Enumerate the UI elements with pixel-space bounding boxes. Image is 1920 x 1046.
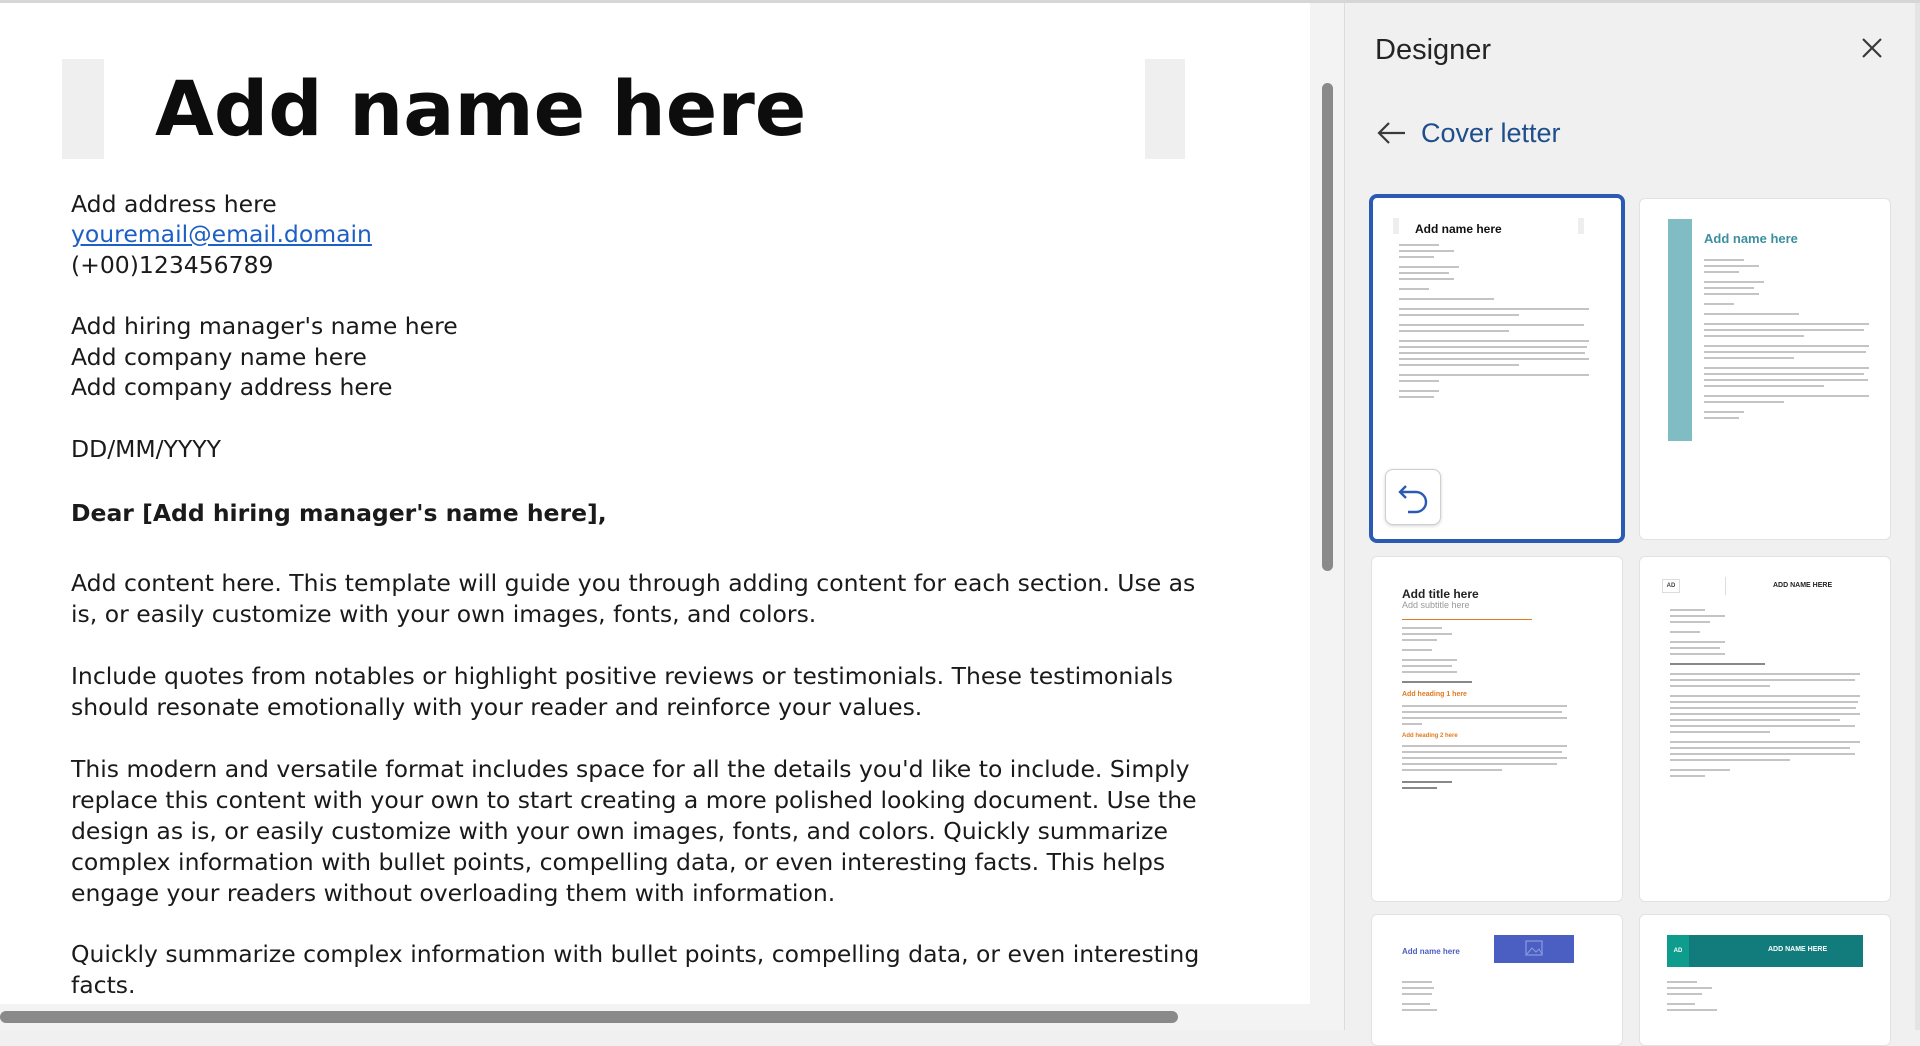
paragraph-1[interactable] [71, 568, 1196, 630]
template-thumbnail-1[interactable] [1369, 194, 1625, 543]
paragraph-1-line-2: is, or easily customize with your own images, fonts, and colors. [71, 600, 817, 628]
thumb-heading-2: Add heading 2 here [1402, 733, 1458, 739]
template-thumbnail-6[interactable] [1639, 914, 1891, 1046]
address-line[interactable]: Add address here [71, 190, 277, 218]
close-icon [1855, 31, 1889, 65]
thumb-accent-block [1578, 218, 1584, 234]
thumb-divider [1725, 577, 1726, 595]
hiring-manager-line[interactable]: Add hiring manager's name here [71, 312, 458, 340]
designer-title: Designer [1375, 34, 1492, 66]
thumb-text-lines [1704, 259, 1869, 423]
thumb-title: Add name here [1704, 231, 1798, 246]
thumb-image-placeholder [1494, 935, 1574, 963]
paragraph-3-line-4: complex information with bullet points, compelling data, or even interesting facts. This helps [71, 848, 1166, 876]
paragraph-3-line-1: This modern and versatile format includes space for all the details you'd like to include. Simply [71, 755, 1190, 783]
thumb-initials: AD [1667, 935, 1689, 967]
thumb-text-lines [1670, 609, 1860, 781]
image-icon [1494, 935, 1574, 963]
template-thumbnail-4[interactable] [1639, 556, 1891, 902]
template-thumbnail-2[interactable] [1639, 198, 1891, 540]
designer-pane [1344, 3, 1920, 1030]
thumb-text-lines-bottom [1402, 745, 1572, 793]
email-link[interactable]: youremail@email.domain [71, 220, 372, 248]
thumb-title: ADD NAME HERE [1768, 946, 1828, 953]
phone-line[interactable]: (+00)123456789 [71, 251, 274, 279]
undo-button[interactable] [1385, 469, 1441, 525]
back-label: Cover letter [1421, 117, 1561, 148]
salutation-line[interactable]: Dear [Add hiring manager's name here], [71, 499, 607, 527]
paragraph-3-line-5: engage your readers without overloading them with information. [71, 879, 836, 907]
company-address-line[interactable]: Add company address here [71, 373, 393, 401]
thumb-text-lines [1667, 981, 1837, 1015]
paragraph-2-line-2: should resonate emotionally with your reader and reinforce your values. [71, 693, 923, 721]
horizontal-scrollbar-thumb[interactable] [0, 1011, 1178, 1023]
name-header-right-block [1145, 59, 1185, 159]
paragraph-2-line-1: Include quotes from notables or highlight positive reviews or testimonials. These testimonials [71, 662, 1173, 690]
thumb-initials: AD [1662, 579, 1680, 593]
thumb-header-bar [1667, 935, 1863, 967]
date-line[interactable]: DD/MM/YYYY [71, 435, 221, 463]
thumb-title: Add name here [1415, 222, 1502, 236]
thumb-text-lines-top [1402, 627, 1572, 687]
close-button[interactable] [1855, 31, 1889, 65]
thumb-heading-1: Add heading 1 here [1402, 691, 1467, 698]
thumb-rule [1402, 619, 1532, 620]
template-thumbnail-3[interactable] [1371, 556, 1623, 902]
paragraph-2[interactable] [71, 661, 1191, 723]
document-canvas[interactable] [0, 3, 1310, 1030]
company-name-line[interactable]: Add company name here [71, 343, 367, 371]
back-to-cover-letter-button[interactable] [1375, 113, 1561, 153]
thumb-accent-bar [1668, 219, 1692, 441]
thumb-text-lines-mid [1402, 705, 1572, 729]
thumb-accent-block [1393, 218, 1399, 234]
thumb-text-lines [1399, 244, 1589, 402]
window-edge [1915, 3, 1920, 1030]
paragraph-4-line-1: Quickly summarize complex information with bullet points, compelling data, or even interesting [71, 940, 1200, 968]
vertical-scrollbar-thumb[interactable] [1322, 83, 1333, 571]
arrow-left-icon [1375, 118, 1409, 148]
paragraph-4-line-2: facts. [71, 971, 136, 999]
thumb-title: Add name here [1402, 947, 1460, 956]
thumb-subtitle: Add subtitle here [1402, 600, 1470, 610]
paragraph-3[interactable] [71, 754, 1197, 909]
undo-icon [1386, 470, 1440, 524]
document-name-heading[interactable]: Add name here [155, 64, 807, 153]
paragraph-4[interactable] [71, 939, 1200, 1001]
paragraph-3-line-2: replace this content with your own to start creating a more polished looking document. Use the [71, 786, 1197, 814]
name-header-left-block [62, 59, 104, 159]
template-thumbnail-5[interactable] [1371, 914, 1623, 1046]
paragraph-3-line-3: design as is, or easily customize with your own images, fonts, and colors. Quickly summarize [71, 817, 1168, 845]
thumb-title: Add title here [1402, 587, 1479, 601]
thumb-title: ADD NAME HERE [1773, 582, 1833, 589]
thumb-text-lines [1402, 981, 1572, 1015]
paragraph-1-line-1: Add content here. This template will guide you through adding content for each section. Use as [71, 569, 1196, 597]
